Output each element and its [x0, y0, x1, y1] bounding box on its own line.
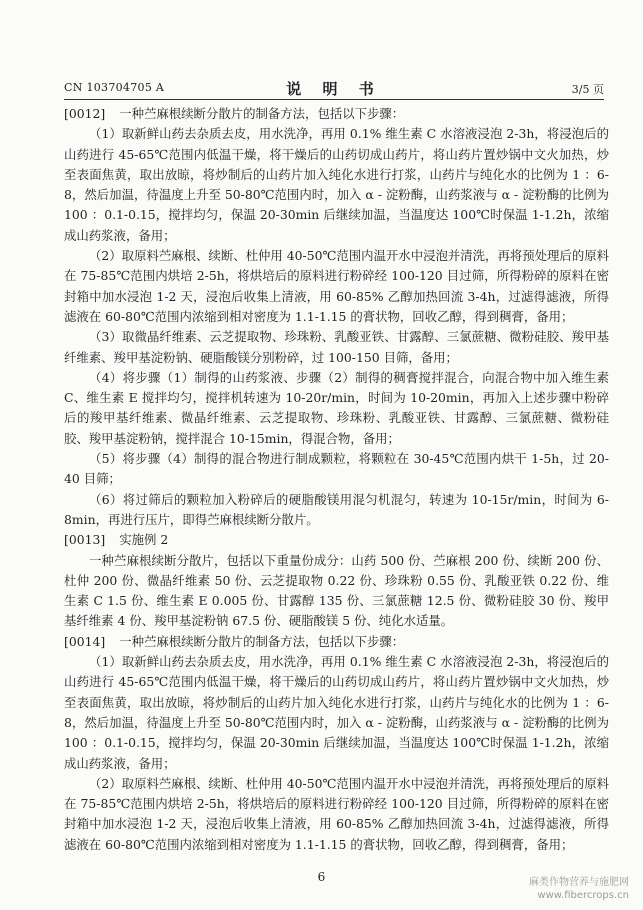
step-2-b: （2）取原料苎麻根、续断、杜仲用 40-50℃范围内温开水中浸泡并清洗，再将预处理后的原料在 75-85℃范围内烘培 2-5h，将烘培后的原料进行粉碎经 100-120 目过筛，所得粉碎的原料在密封箱中加水浸泡 1-2 天，浸泡后收集上清液，用 60-85% 乙醇加热回流 3-4h，过滤得滤液，所得滤液在 60-80℃范围内浓缩到相对密度为 1.1-1.15 的膏状物，回收乙醇，得到稠膏，备用；	[64, 775, 609, 852]
watermark-site-name: 麻类作物营养与施肥网	[529, 877, 629, 888]
page-number: 6	[317, 870, 326, 884]
document-title: 说 明 书	[286, 80, 382, 98]
paragraph-tag: [0012]	[64, 106, 106, 121]
step-1: （1）取新鲜山药去杂质去皮，用水洗净，再用 0.1% 维生素 C 水溶液浸泡 2-3h，将浸泡后的山药进行 45-65℃范围内低温干燥，将干燥后的山药切成山药片，将山药片置炒锅中文火加热，炒至表面焦黄，取出放晾，将炒制后的山药片加入纯化水进行打浆，山药片与纯化水的比例为 1 ：6-8，然后加温，待温度上升至 50-80℃范围内时，加入 α - 淀粉酶，山药浆液与 α - 淀粉酶的比例为 100 ：0.1-0.15，搅拌均匀，保温 20-30min 后继续加温，当温度达 100℃时保温 1-1.2h，浓缩成山药浆液，备用；	[64, 126, 609, 243]
paragraph-text: 实施例 2	[119, 532, 169, 548]
step-1-b: （1）取新鲜山药去杂质去皮，用水洗净，再用 0.1% 维生素 C 水溶液浸泡 2-3h，将浸泡后的山药进行 45-65℃范围内低温干燥，将干燥后的山药切成山药片，将山药片置炒锅中文火加热，炒至表面焦黄，取出放晾，将炒制后的山药片加入纯化水进行打浆，山药片与纯化水的比例为 1 ：6-8，然后加温，待温度上升至 50-80℃范围内时，加入 α - 淀粉酶，山药浆液与 α - 淀粉酶的比例为 100 ：0.1-0.15，搅拌均匀，保温 20-30min 后继续加温，当温度达 100℃时保温 1-1.2h，浓缩成山药浆液，备用；	[64, 654, 609, 771]
watermark-url: www.fibercrops.cn	[537, 890, 629, 901]
paragraph-0012	[64, 104, 609, 124]
composition-paragraph: 一种苎麻根续断分散片，包括以下重量份成分：山药 500 份、苎麻根 200 份、续断 200 份、杜仲 200 份、微晶纤维素 50 份、云芝提取物 0.22 份、珍珠粉 0.55 份、乳酸亚铁 0.22 份、维生素 C 1.5 份、维生素 E 0.005 份、甘露醇 135 份、三氯蔗糖 12.5 份、微粉硅胶 30 份、羧甲基纤维素 4 份、羧甲基淀粉钠 67.5 份、硬脂酸镁 5 份、纯化水适量。	[64, 552, 609, 629]
document-body	[64, 104, 609, 855]
watermark	[529, 876, 629, 902]
page-indicator: 3/5 页	[571, 83, 604, 96]
step-2: （2）取原料苎麻根、续断、杜仲用 40-50℃范围内温开水中浸泡并清洗，再将预处理后的原料在 75-85℃范围内烘培 2-5h，将烘培后的原料进行粉碎经 100-120 目过筛，所得粉碎的原料在密封箱中加水浸泡 1-2 天，浸泡后收集上清液，用 60-85% 乙醇加热回流 3-4h，过滤得滤液，所得滤液在 60-80℃范围内浓缩到相对密度为 1.1-1.15 的膏状物，回收乙醇，得到稠膏，备用；	[64, 248, 609, 324]
step-6: （6）将过筛后的颗粒加入粉碎后的硬脂酸镁用混匀机混匀，转速为 10-15r/min，时间为 6-8min，再进行压片，即得苎麻根续断分散片。	[64, 491, 609, 527]
header-divider	[64, 99, 604, 100]
paragraph-tag: [0013]	[64, 532, 106, 548]
step-3: （3）取微晶纤维素、云芝提取物、珍珠粉、乳酸亚铁、甘露醇、三氯蔗糖、微粉硅胶、羧甲基纤维素、羧甲基淀粉钠、硬脂酸镁分别粉碎，过 100-150 目筛，备用；	[64, 329, 609, 365]
paragraph-0014	[64, 632, 609, 652]
paragraph-text: 一种苎麻根续断分散片的制备方法，包括以下步骤：	[119, 633, 405, 649]
patent-number: CN 103704705 A	[64, 81, 165, 94]
paragraph-0013	[64, 530, 609, 550]
paragraph-text: 一种苎麻根续断分散片的制备方法，包括以下步骤：	[119, 106, 405, 121]
step-5: （5）将步骤（4）制得的混合物进行制成颗粒，将颗粒在 30-45℃范围内烘干 1-5h，过 20-40 目筛；	[64, 451, 609, 487]
page-header	[64, 78, 604, 98]
step-4: （4）将步骤（1）制得的山药浆液、步骤（2）制得的稠膏搅拌混合，向混合物中加入维生素 C、维生素 E 搅拌均匀，搅拌机转速为 10-20r/min，时间为 10-20min，再加入上述步骤中粉碎后的羧甲基纤维素、微晶纤维素、云芝提取物、珍珠粉、乳酸亚铁、甘露醇、三氯蔗糖、微粉硅胶、羧甲基淀粉钠，搅拌混合 10-15min，得混合物，备用；	[64, 369, 609, 446]
paragraph-tag: [0014]	[64, 633, 106, 649]
